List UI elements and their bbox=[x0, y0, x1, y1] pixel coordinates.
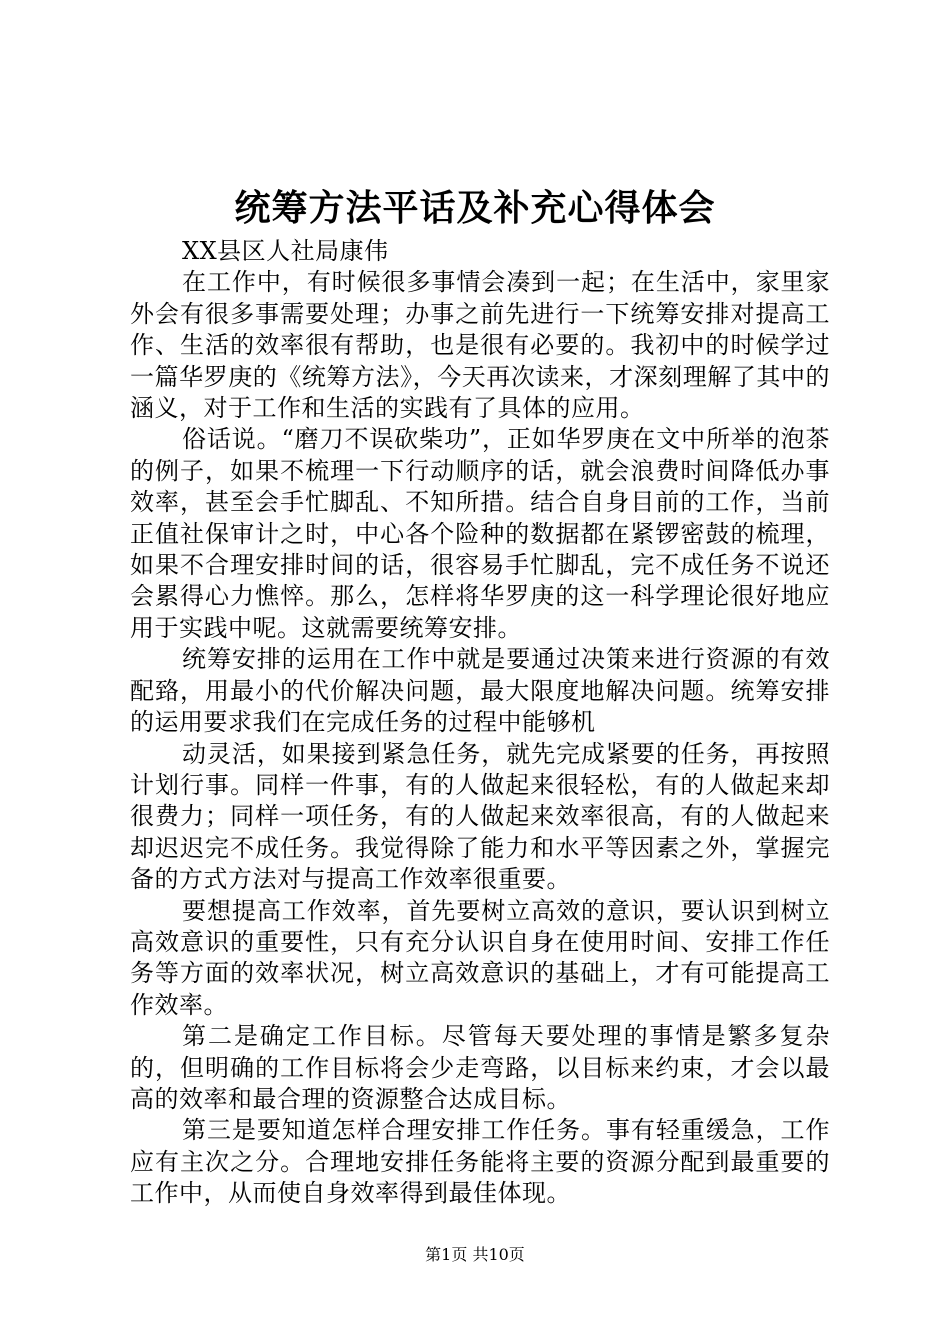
paragraph: 动灵活，如果接到紧急任务，就先完成紧要的任务，再按照计划行事。同样一件事，有的人做起来很轻松，有的人做起来却很费力；同样一项任务，有的人做起来效率很高，有的人做起来却迟迟完不成任务。我觉得除了能力和水平等因素之外，掌握完备的方式方法对与提高工作效率很重要。 bbox=[130, 739, 830, 894]
paragraph: 俗话说。“磨刀不误砍柴功”，正如华罗庚在文中所举的泡茶的例子，如果不梳理一下行动顺序的话，就会浪费时间降低办事效率，甚至会手忙脚乱、不知所措。结合自身目前的工作，当前正值社保审计之时，中心各个险种的数据都在紧锣密鼓的梳理，如果不合理安排时间的话，很容易手忙脚乱，完不成任务不说还会累得心力憔悴。那么，怎样将华罗庚的这一科学理论很好地应用于实践中呢。这就需要统筹安排。 bbox=[130, 425, 830, 642]
paragraph: 第三是要知道怎样合理安排工作任务。事有轻重缓急，工作应有主次之分。合理地安排任务能将主要的资源分配到最重要的工作中，从而使自身效率得到最佳体现。 bbox=[130, 1116, 830, 1208]
page-number-footer: 第1页 共10页 bbox=[425, 1245, 525, 1264]
author-line: XX县区人社局康伟 bbox=[182, 237, 389, 265]
document-body bbox=[130, 236, 830, 1210]
paragraph: 统筹安排的运用在工作中就是要通过决策来进行资源的有效配臵，用最小的代价解决问题，最大限度地解决问题。统筹安排的运用要求我们在完成任务的过程中能够机 bbox=[130, 645, 830, 737]
paragraph: 第二是确定工作目标。尽管每天要处理的事情是繁多复杂的，但明确的工作目标将会少走弯路，以目标来约束，才会以最高的效率和最合理的资源整合达成目标。 bbox=[130, 1022, 830, 1113]
paragraph: 在工作中，有时候很多事情会凑到一起；在生活中，家里家外会有很多事需要处理；办事之前先进行一下统筹安排对提高工作、生活的效率很有帮助，也是很有必要的。我初中的时候学过一篇华罗庚的《统筹方法》，今天再次读来，才深刻理解了其中的涵义，对于工作和生活的实践有了具体的应用。 bbox=[130, 268, 830, 423]
document-title: 统筹方法平话及补充心得体会 bbox=[234, 187, 716, 229]
paragraph: 要想提高工作效率，首先要树立高效的意识，要认识到树立高效意识的重要性，只有充分认识自身在使用时间、安排工作任务等方面的效率状况，树立高效意识的基础上，才有可能提高工作效率。 bbox=[130, 896, 830, 1019]
